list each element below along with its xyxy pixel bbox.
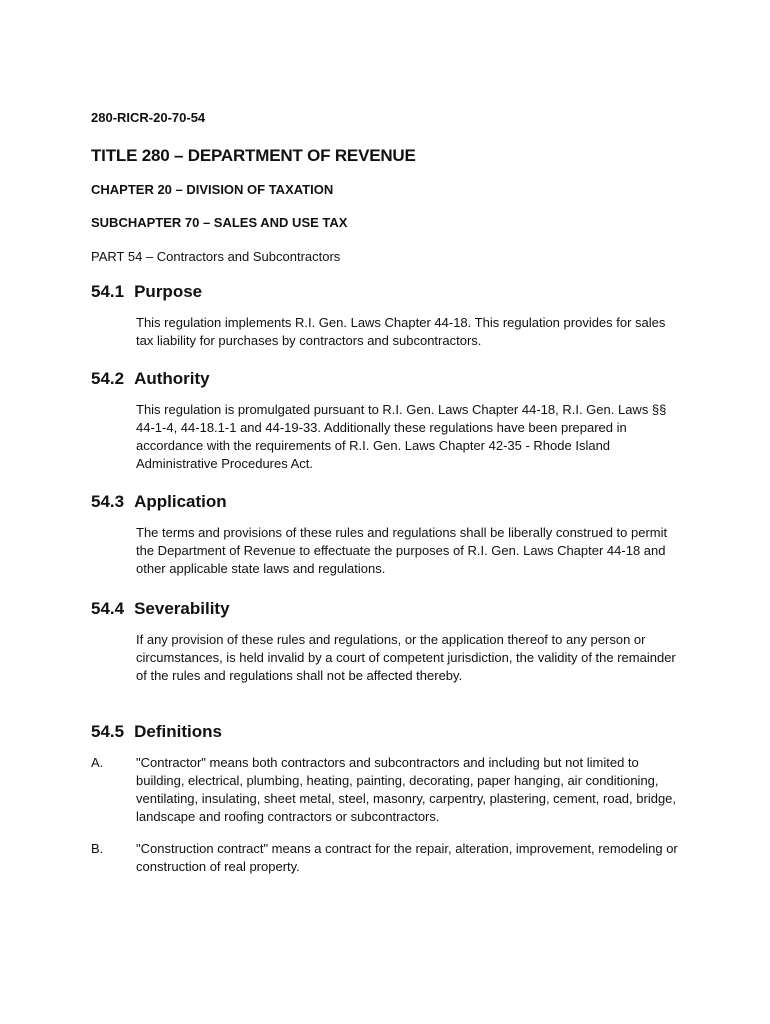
section-body: If any provision of these rules and regulations, or the application thereof to any person or circumstances, is held invalid by a court of competent jurisdiction, the validity of the remainder of the rules and regulations shall not be affected thereby. [136, 632, 676, 683]
document-title: TITLE 280 – DEPARTMENT OF REVENUE [91, 146, 416, 165]
section-body: This regulation implements R.I. Gen. Laws Chapter 44-18. This regulation provides for sales tax liability for purchases by contractors and subcontractors. [136, 315, 666, 348]
section-number: 54.5 [91, 722, 125, 741]
definition-letter: B. [91, 841, 104, 856]
section-title: Application [134, 492, 227, 511]
section-heading [91, 282, 711, 302]
section-number: 54.2 [91, 369, 125, 388]
section-body: The terms and provisions of these rules and regulations shall be liberally construed to permit the Department of Revenue to effectuate the purposes of R.I. Gen. Laws Chapter 44-18 and other applicable state laws and regulations. [136, 525, 668, 576]
section-heading [91, 492, 711, 512]
section-application [91, 492, 711, 578]
section-body: This regulation is promulgated pursuant to R.I. Gen. Laws Chapter 44-18, R.I. Gen. Laws §§ 44-1-4, 44-18.1-1 and 44-19-33. Additionally these regulations have been prepared in accordance with the requirements of R.I. Gen. Laws Chapter 42-35 - Rhode Island Administrative Procedures Act. [136, 402, 667, 471]
section-number: 54.4 [91, 599, 125, 618]
definition-list [91, 754, 711, 876]
chapter-heading: CHAPTER 20 – DIVISION OF TAXATION [91, 182, 334, 197]
section-title: Authority [134, 369, 210, 388]
section-title: Severability [134, 599, 230, 618]
section-number: 54.1 [91, 282, 125, 301]
section-heading [91, 599, 711, 619]
section-heading [91, 369, 711, 389]
definition-text: "Contractor" means both contractors and subcontractors and including but not limited to building, electrical, plumbing, heating, painting, decorating, paper hanging, air conditioning, ventilating, insulating, sheet metal, steel, masonry, carpentry, plastering, cement, road, bridge, landscape and roofing contractors or subcontractors. [136, 755, 677, 824]
section-title: Definitions [134, 722, 222, 741]
section-definitions [91, 722, 711, 890]
definition-text: "Construction contract" means a contract for the repair, alteration, improvement, remodeling or construction of real property. [136, 841, 678, 874]
section-title: Purpose [134, 282, 203, 301]
section-purpose [91, 282, 711, 350]
section-severability [91, 599, 711, 685]
document-id: 280-RICR-20-70-54 [91, 110, 206, 125]
subchapter-heading: SUBCHAPTER 70 – SALES AND USE TAX [91, 215, 348, 230]
section-number: 54.3 [91, 492, 125, 511]
section-authority [91, 369, 711, 473]
list-item [91, 754, 711, 826]
list-item [91, 840, 711, 876]
section-heading [91, 722, 711, 742]
part-heading: PART 54 – Contractors and Subcontractors [91, 249, 341, 264]
definition-letter: A. [91, 755, 104, 770]
